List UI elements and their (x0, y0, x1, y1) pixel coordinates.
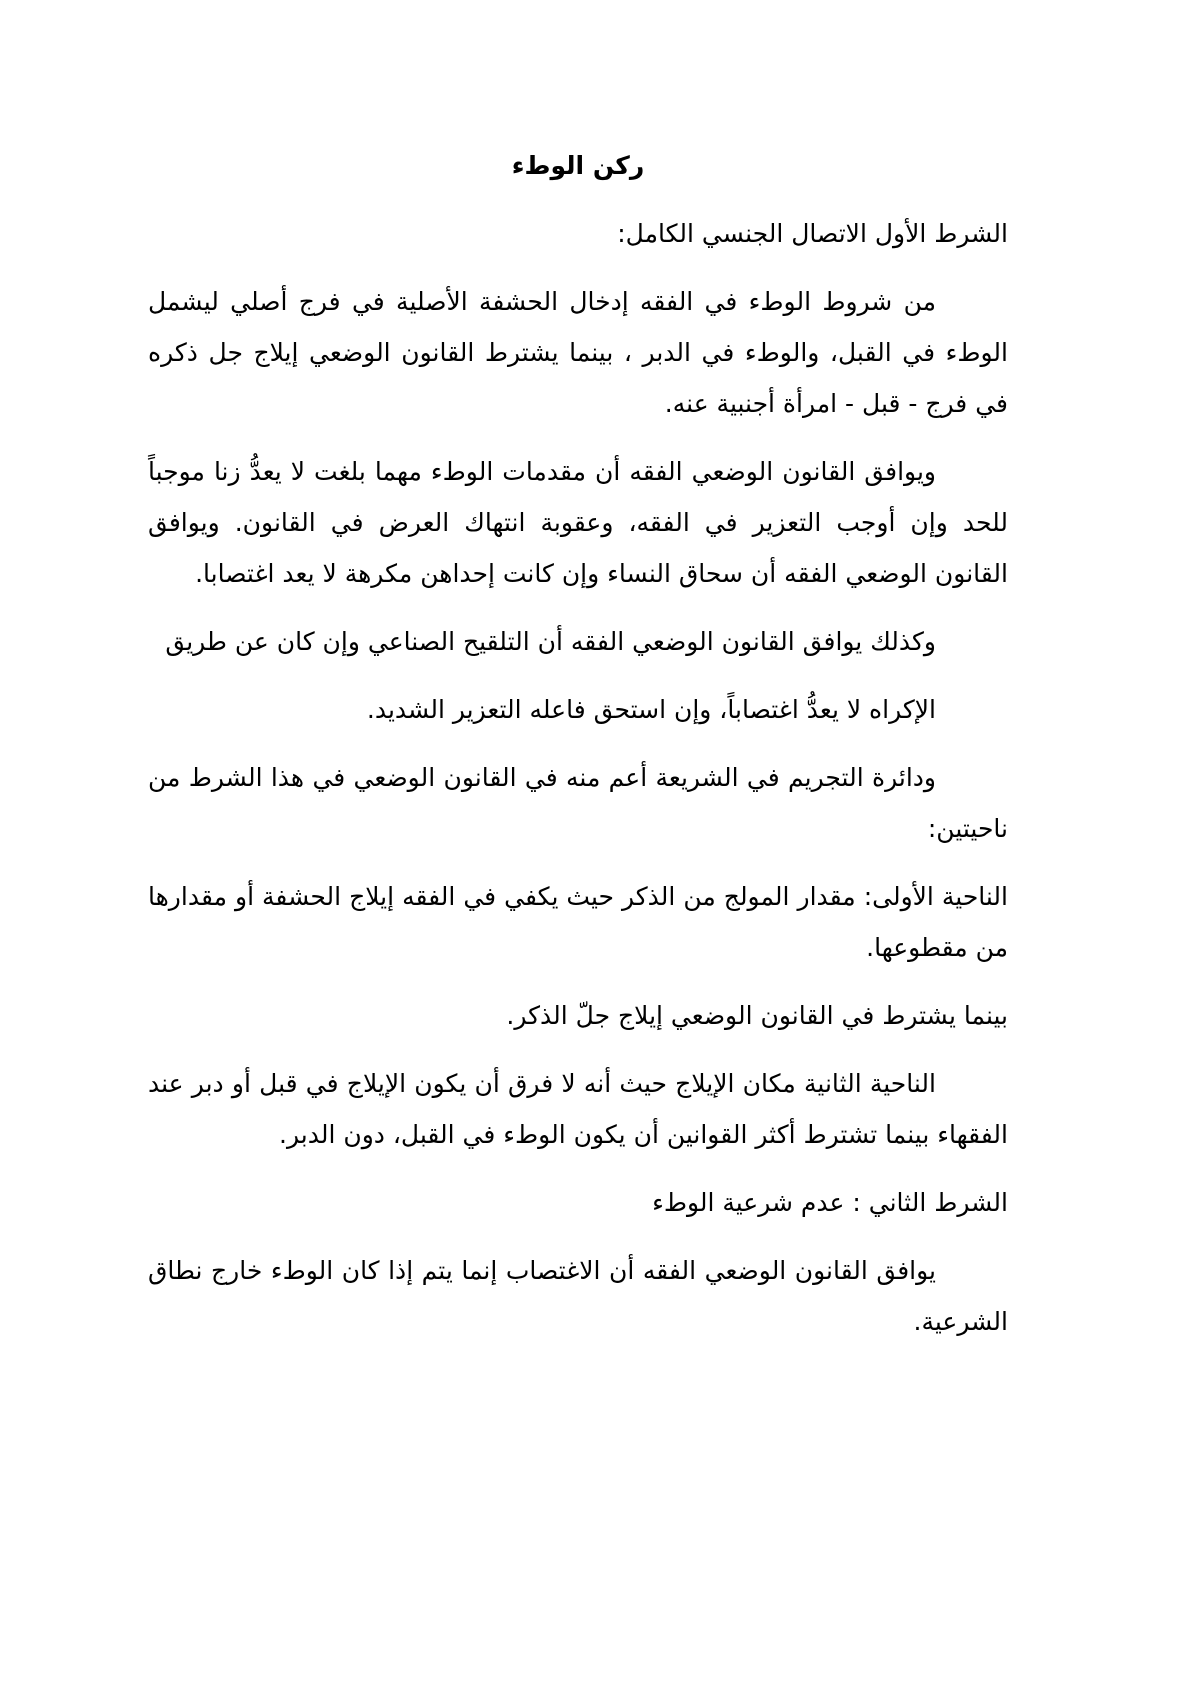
paragraph: الناحية الثانية مكان الإيلاج حيث أنه لا فرق أن يكون الإيلاج في قبل أو دبر عند الفقهاء بينما تشترط أكثر القوانين أن يكون الوطء في القبل، دون الدبر. (148, 1069, 1008, 1149)
paragraph-condition-1-heading: الشرط الأول الاتصال الجنسي الكامل: (617, 219, 1008, 248)
paragraph: يوافق القانون الوضعي الفقه أن الاغتصاب إنما يتم إذا كان الوطء خارج نطاق الشرعية. (148, 1256, 1008, 1336)
paragraph: وكذلك يوافق القانون الوضعي الفقه أن التلقيح الصناعي وإن كان عن طريق (165, 627, 936, 656)
paragraph-condition-2-heading: الشرط الثاني : عدم شرعية الوطء (652, 1188, 1008, 1217)
paragraph: ويوافق القانون الوضعي الفقه أن مقدمات الوطء مهما بلغت لا يعدُّ زنا موجباً للحد وإن أوجب التعزير في الفقه، وعقوبة انتهاك العرض في القانون. ويوافق القانون الوضعي الفقه أن سحاق النساء وإن كانت إحداهن مكرهة لا يعد اغتصابا. (148, 457, 1008, 588)
paragraph: بينما يشترط في القانون الوضعي إيلاج جلّ الذكر. (506, 1001, 1008, 1030)
document-body (148, 140, 1008, 1364)
paragraph: الإكراه لا يعدُّ اغتصاباً، وإن استحق فاعله التعزير الشديد. (366, 695, 936, 724)
paragraph: الناحية الأولى: مقدار المولج من الذكر حيث يكفي في الفقه إيلاج الحشفة أو مقدارها من مقطوعها. (148, 882, 1008, 962)
paragraph: من شروط الوطء في الفقه إدخال الحشفة الأصلية في فرج أصلي ليشمل الوطء في القبل، والوطء في الدبر ، بينما يشترط القانون الوضعي إيلاج جل ذكره في فرج - قبل - امرأة أجنبية عنه. (148, 287, 1008, 418)
paragraph: ودائرة التجريم في الشريعة أعم منه في القانون الوضعي في هذا الشرط من ناحيتين: (148, 763, 1008, 843)
page-title: ركن الوطء (511, 151, 645, 180)
